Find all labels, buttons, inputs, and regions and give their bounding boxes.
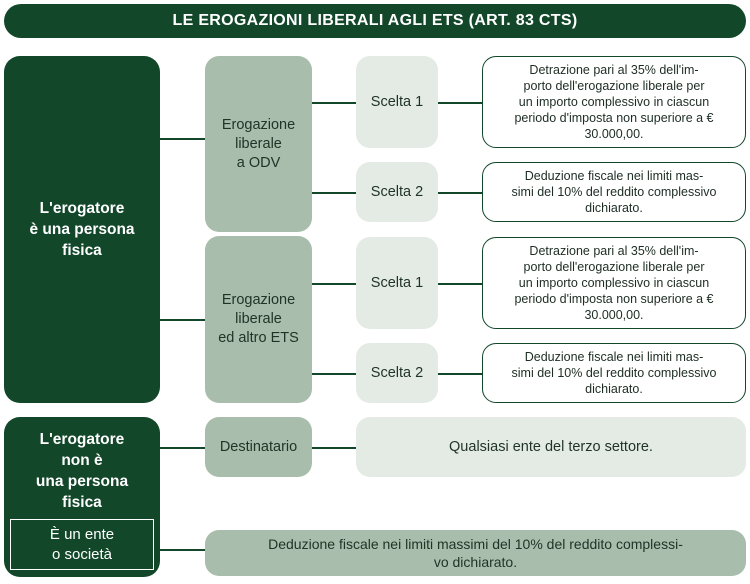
detrazione-description: Detrazione pari al 35% dell'im- porto dell'erogazione liberale per un importo complessivo in ciascun periodo d'imposta non superiore a € 30.000,00. <box>482 237 746 329</box>
deduzione-ente-description: Deduzione fiscale nei limiti massimi del 10% del reddito complessi- vo dichiarato. <box>205 530 746 576</box>
ente-societa-box: È un ente o società <box>10 519 154 570</box>
connector-line <box>312 192 356 194</box>
persona-fisica-box: L'erogatore è una persona fisica <box>4 56 160 403</box>
connector-line <box>160 447 205 449</box>
connector-line <box>160 319 205 321</box>
connector-line <box>438 373 482 375</box>
erogazione-odv-box: Erogazione liberale a ODV <box>205 56 312 232</box>
diagram-title: LE EROGAZIONI LIBERALI AGLI ETS (ART. 83 CTS) <box>4 4 746 38</box>
connector-line <box>438 283 482 285</box>
connector-line <box>312 102 356 104</box>
erogazione-altro-ets-box: Erogazione liberale ed altro ETS <box>205 236 312 403</box>
deduzione-description: Deduzione fiscale nei limiti mas- simi del 10% del reddito complessivo dichiarato. <box>482 343 746 403</box>
connector-line <box>312 283 356 285</box>
destinatario-box: Destinatario <box>205 417 312 477</box>
scelta-box: Scelta 2 <box>356 162 438 222</box>
connector-line <box>312 373 356 375</box>
connector-line <box>160 549 205 551</box>
non-persona-fisica-box: L'erogatore non è una persona fisica <box>4 417 160 577</box>
connector-line <box>438 102 482 104</box>
scelta-box: Scelta 1 <box>356 56 438 148</box>
connector-line <box>312 447 356 449</box>
destinatario-description: Qualsiasi ente del terzo settore. <box>356 417 746 477</box>
connector-line <box>438 192 482 194</box>
deduzione-description: Deduzione fiscale nei limiti mas- simi del 10% del reddito complessivo dichiarato. <box>482 162 746 222</box>
scelta-box: Scelta 1 <box>356 237 438 329</box>
detrazione-description: Detrazione pari al 35% dell'im- porto dell'erogazione liberale per un importo complessivo in ciascun periodo d'imposta non superiore a € 30.000,00. <box>482 56 746 148</box>
connector-line <box>160 138 205 140</box>
scelta-box: Scelta 2 <box>356 343 438 403</box>
